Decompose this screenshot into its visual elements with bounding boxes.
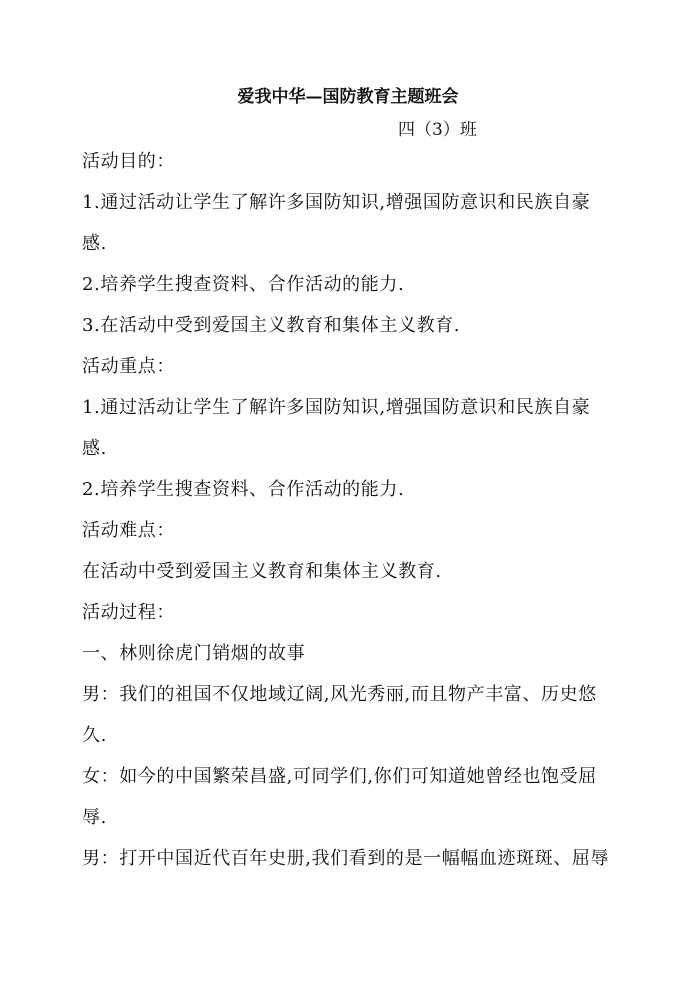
document-title: 爱我中华—国防教育主题班会: [237, 87, 459, 107]
section-heading-process: 活动过程：: [82, 602, 175, 623]
paragraph-line: 感.: [82, 233, 107, 254]
paragraph-line: 1.通过活动让学生了解许多国防知识,增强国防意识和民族自豪: [82, 192, 591, 213]
section-heading-focus: 活动重点：: [82, 356, 175, 377]
class-label: 四（3）班: [398, 120, 477, 140]
dialogue-line: 男：我们的祖国不仅地域辽阔,风光秀丽,而且物产丰富、历史悠: [82, 684, 597, 705]
paragraph-line: 1.通过活动让学生了解许多国防知识,增强国防意识和民族自豪: [82, 397, 591, 418]
paragraph-line: 3.在活动中受到爱国主义教育和集体主义教育.: [82, 315, 461, 336]
paragraph-line: 感.: [82, 438, 107, 459]
document-body: [82, 148, 622, 886]
section-heading-purpose: 活动目的：: [82, 151, 175, 172]
subsection-heading: 一、林则徐虎门销烟的故事: [82, 643, 306, 664]
section-heading-difficulty: 活动难点：: [82, 520, 175, 541]
dialogue-line: 女：如今的中国繁荣昌盛,可同学们,你们可知道她曾经也饱受屈: [82, 766, 597, 787]
paragraph-line: 2.培养学生搜查资料、合作活动的能力.: [82, 479, 405, 500]
dialogue-line: 辱.: [82, 807, 107, 828]
paragraph-line: 2.培养学生搜查资料、合作活动的能力.: [82, 274, 405, 295]
paragraph-line: 在活动中受到爱国主义教育和集体主义教育.: [82, 561, 442, 582]
dialogue-line: 男：打开中国近代百年史册,我们看到的是一幅幅血迹斑斑、屈辱: [82, 848, 610, 869]
dialogue-line: 久.: [82, 725, 107, 746]
